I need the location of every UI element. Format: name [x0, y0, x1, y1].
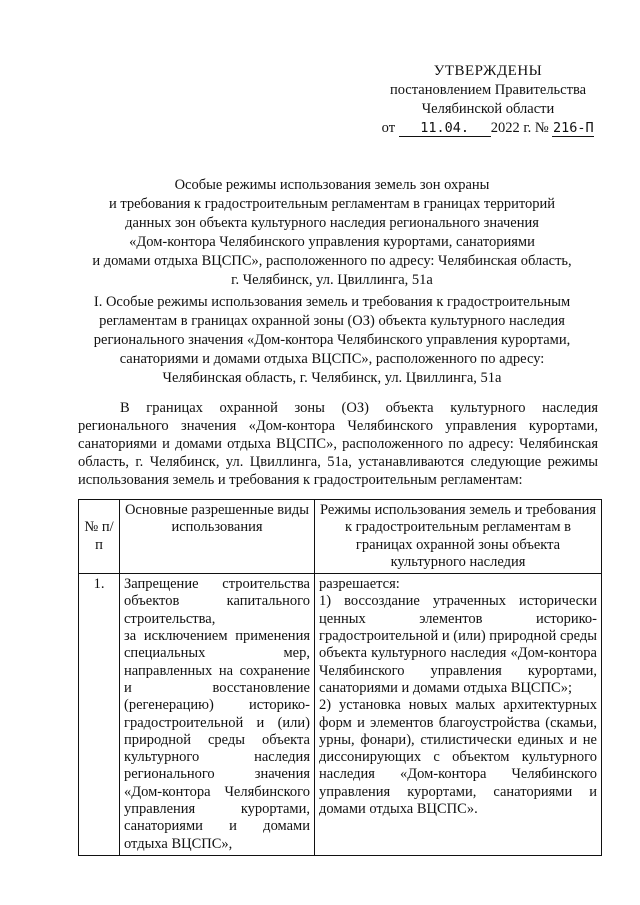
- document-heading: [62, 176, 602, 290]
- regimes-text: разрешается:: [319, 576, 400, 593]
- number-value: 216-П: [553, 120, 594, 136]
- year-text: 2022 г. №: [490, 120, 549, 136]
- approval-date-line: [372, 119, 604, 138]
- heading-line: и домами отдыха ВЦСПС», расположенного по адресу: Челябинская область,: [92, 253, 572, 269]
- date-value: 11.04.: [399, 120, 491, 137]
- section-heading-line: I. Особые режимы использования земель и требования к градостроительным: [93, 294, 571, 310]
- heading-line: Особые режимы использования земель зон охраны: [174, 177, 490, 193]
- intro-paragraph: В границах охранной зоны (ОЗ) объекта культурного наследия регионального значения «Дом-контора Челябинского управления курортами, санаториями и домами отдыха ВЦСПС», расположенного по адресу: Челябинская область, г. Челябинск, ул. Цвиллинга, 51а, устанавливаются следующие режимы использования земель и требования к градостроительным регламентам:: [78, 400, 598, 488]
- header-regimes: Режимы использования земель и требования к градостроительным регламентам в границах охранной зоны объекта культурного наследия: [315, 500, 602, 574]
- section-heading-line: санаториями и домами отдыха ВЦСПС», расположенного по адресу:: [119, 351, 545, 367]
- section-heading: [62, 293, 602, 388]
- types-text: за исключением применения специальных мер, направленных на сохранение и восстановление (регенерацию) историко-градостроительной и (или) природной среды объекта культурного наследия регионального значения «Дом-контора Челябинского управления курортами, санаториями и домами отдыха ВЦСПС»,: [124, 628, 310, 852]
- header-types: Основные разрешенные виды использования: [120, 500, 315, 574]
- heading-line: данных зон объекта культурного наследия регионального значения: [125, 215, 539, 231]
- types-text: Запрещение строительства объектов капитального строительства,: [124, 576, 310, 627]
- header-no: № п/п: [79, 500, 120, 574]
- regimes-text: 1) воссоздание утраченных исторически ценных элементов историко-градостроительной и (или) природной среды объекта культурного наследия «Дом-контора Челябинского управления курортами, санаториями и домами отдыха ВЦСПС»;: [319, 593, 597, 696]
- section-heading-line: регламентам в границах охранной зоны (ОЗ) объекта культурного наследия: [99, 313, 565, 329]
- heading-line: и требования к градостроительным регламентам в границах территорий: [108, 196, 556, 212]
- section-heading-line: регионального значения «Дом-контора Челябинского управления курортами,: [93, 332, 571, 348]
- approval-title: УТВЕРЖДЕНЫ: [433, 63, 543, 79]
- approval-line-2: Челябинской области: [421, 101, 555, 117]
- approval-block: [372, 62, 604, 138]
- table-header-row: [79, 500, 602, 574]
- table-row: [79, 574, 602, 856]
- heading-line: «Дом-контора Челябинского управления курортами, санаториями: [129, 234, 535, 250]
- regulations-table: [78, 499, 602, 856]
- regimes-text: 2) установка новых малых архитектурных форм и элементов благоустройства (скамьи, урны, фонари), стилистически единых и не диссонирующих с объектом культурного наследия «Дом-контора Челябинского управления курортами, санаториями и домами отдыха ВЦСПС».: [319, 697, 597, 818]
- approval-line-1: постановлением Правительства: [389, 82, 587, 98]
- row-number: 1.: [79, 574, 120, 856]
- date-prefix: от: [381, 120, 396, 136]
- heading-line: г. Челябинск, ул. Цвиллинга, 51а: [231, 272, 433, 288]
- section-heading-line: Челябинская область, г. Челябинск, ул. Цвиллинга, 51а: [162, 370, 502, 386]
- row-regimes-cell: [315, 574, 602, 856]
- row-types-cell: [120, 574, 315, 856]
